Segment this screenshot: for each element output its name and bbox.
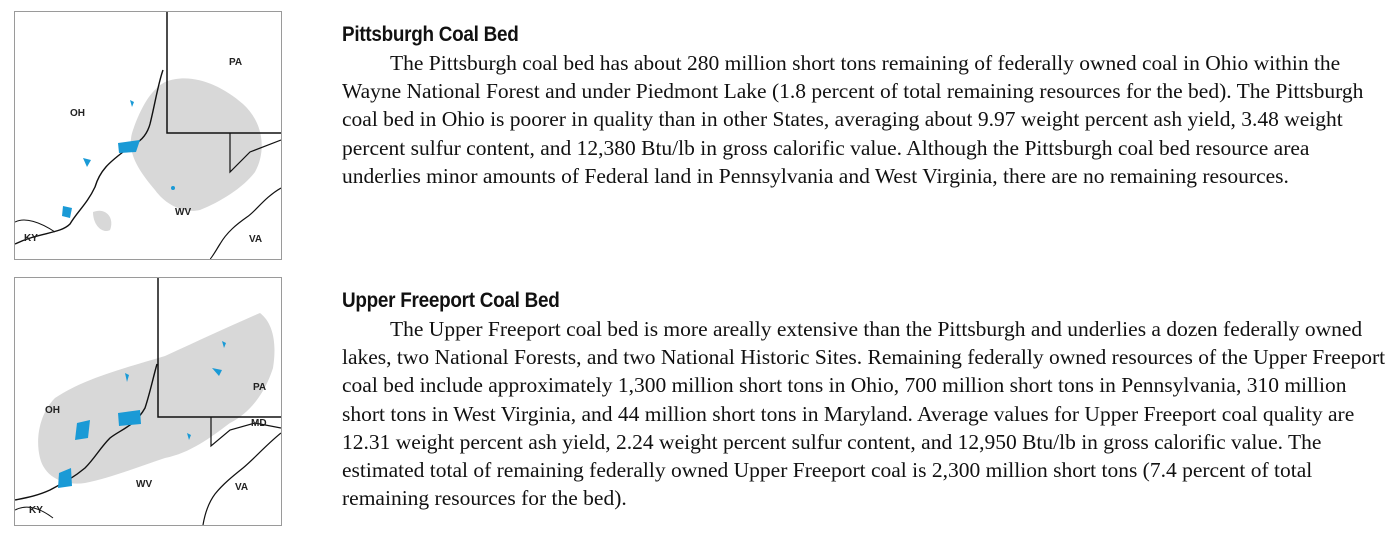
state-label-oh: OH xyxy=(70,108,85,119)
section-heading: Pittsburgh Coal Bed xyxy=(342,23,519,46)
section-heading: Upper Freeport Coal Bed xyxy=(342,289,560,312)
pittsburgh-section xyxy=(342,23,1392,190)
state-label-oh: OH xyxy=(45,405,60,416)
federal-land xyxy=(83,158,91,167)
federal-land xyxy=(171,186,175,190)
state-label-ky: KY xyxy=(24,233,38,244)
upper-freeport-coal-map xyxy=(14,277,282,526)
federal-land xyxy=(75,420,90,440)
section-paragraph: The Upper Freeport coal bed is more areally extensive than the Pittsburgh and underlies a dozen federally owned lakes, two National Forests, and two National Historic Sites. Remaining federally owned resources of the Upper Freeport coal bed include approximately 1,300 million short tons in Ohio, 700 million short tons in Pennsylvania, 310 million short tons in West Virginia, and 44 million short tons in Maryland. Average values for Upper Freeport coal quality are 12.31 weight percent ash yield, 2.24 weight percent sulfur content, and 12,950 Btu/lb in gross calorific value. The estimated total of remaining federally owned Upper Freeport coal is 2,300 million short tons (7.4 percent of total remaining resources for the bed). xyxy=(342,317,1386,511)
resource-area xyxy=(131,78,262,210)
state-label-pa: PA xyxy=(253,382,267,393)
state-label-va: VA xyxy=(235,482,249,493)
state-label-wv: WV xyxy=(175,207,192,218)
state-label-ky: KY xyxy=(29,505,43,516)
state-border xyxy=(15,220,55,232)
state-border xyxy=(203,433,281,525)
section-paragraph: The Pittsburgh coal bed has about 280 million short tons remaining of federally owned coal in Ohio within the Wayne National Forest and under Piedmont Lake (1.8 percent of total remaining resources for the bed). The Pittsburgh coal bed in Ohio is poorer in quality than in other States, averaging about 9.97 weight percent ash yield, 3.48 weight percent sulfur content, and 12,380 Btu/lb in gross calorific value. Although the Pittsburgh coal bed resource area underlies minor amounts of Federal land in Pennsylvania and West Virginia, there are no remaining resources. xyxy=(342,51,1364,188)
pittsburgh-coal-map xyxy=(14,11,282,260)
federal-land xyxy=(62,206,72,218)
state-label-md: MD xyxy=(251,418,267,429)
state-label-pa: PA xyxy=(229,57,243,68)
state-label-wv: WV xyxy=(136,479,153,490)
upper-freeport-section xyxy=(342,289,1392,512)
resource-area xyxy=(38,313,274,484)
state-label-va: VA xyxy=(249,234,263,245)
federal-land xyxy=(130,100,134,107)
resource-area xyxy=(93,211,111,231)
